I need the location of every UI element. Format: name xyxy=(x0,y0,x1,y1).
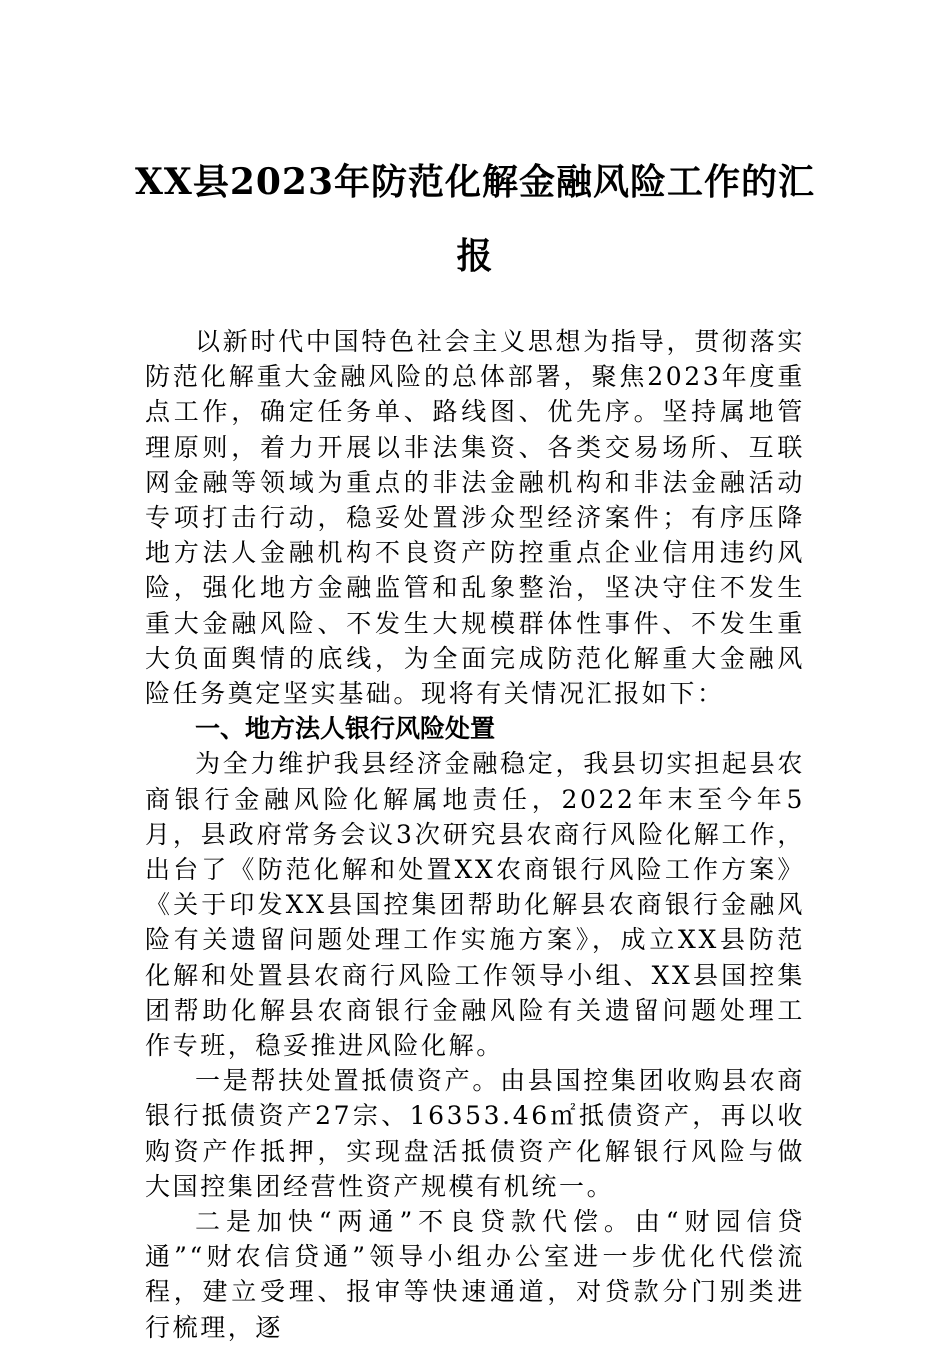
document-title: XX县2023年防范化解金融风险工作的汇报 xyxy=(134,161,816,277)
section-paragraph: 为全力维护我县经济金融稳定，我县切实担起县农商银行金融风险化解属地责任，2022年末至今年5月，县政府常务会议3次研究县农商行风险化解工作，出台了《防范化解和处置XX农商银行风险工作方案》《关于印发XX县国控集团帮助化解县农商银行金融风险有关遗留问题处理工作实施方案》，成立XX县防范化解和处置县农商行风险工作领导小组、XX县国控集团帮助化解县农商银行金融风险有关遗留问题处理工作专班，稳妥推进风险化解。 xyxy=(145,749,805,1061)
intro-paragraph: 以新时代中国特色社会主义思想为指导，贯彻落实防范化解重大金融风险的总体部署，聚焦2023年度重点工作，确定任务单、路线图、优先序。坚持属地管理原则，着力开展以非法集资、各类交易场所、互联网金融等领域为重点的非法金融机构和非法金融活动专项打击行动，稳妥处置涉众型经济案件；有序压降地方法人金融机构不良资产防控重点企业信用违约风险，强化地方金融监管和乱象整治，坚决守住不发生重大金融风险、不发生大规模群体性事件、不发生重大负面舆情的底线，为全面完成防范化解重大金融风险任务奠定坚实基础。现将有关情况汇报如下： xyxy=(145,327,805,709)
section-heading: 一、地方法人银行风险处置 xyxy=(195,714,496,744)
document-body xyxy=(145,324,805,1345)
section-paragraph: 二是加快“两通”不良贷款代偿。由“财园信贷通”“财农信贷通”领导小组办公室进一步优化代偿流程，建立受理、报审等快速通道，对贷款分门别类进行梳理，逐 xyxy=(145,1207,805,1342)
section-paragraph: 一是帮扶处置抵债资产。由县国控集团收购县农商银行抵债资产27宗、16353.46㎡抵债资产，再以收购资产作抵押，实现盘活抵债资产化解银行风险与做大国控集团经营性资产规模有机统一。 xyxy=(145,1066,805,1201)
